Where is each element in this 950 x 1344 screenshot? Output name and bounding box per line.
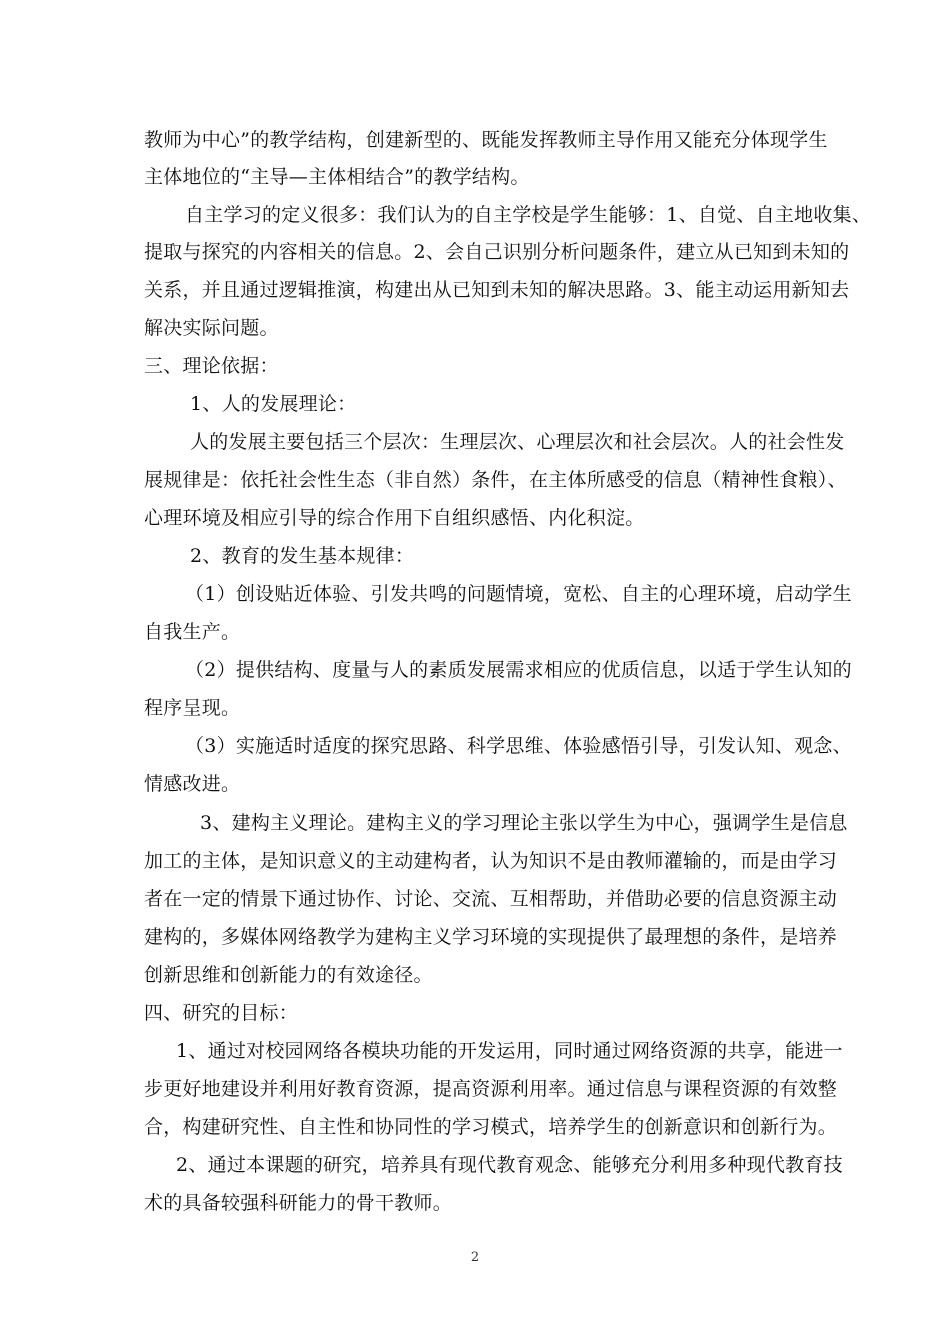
page-number: 2 bbox=[470, 1250, 480, 1265]
list-item-line: 自我生产。 bbox=[144, 621, 241, 643]
list-item-line: （2）提供结构、度量与人的素质发展需求相应的优质信息，以适于学生认知的 bbox=[185, 659, 852, 681]
list-item-line: 程序呈现。 bbox=[144, 697, 241, 719]
paragraph-line: 人的发展主要包括三个层次：生理层次、心理层次和社会层次。人的社会性发 bbox=[190, 431, 845, 453]
paragraph-line: 2、通过本课题的研究，培养具有现代教育观念、能够充分利用多种现代教育技 bbox=[176, 1154, 843, 1176]
paragraph-line: 3、建构主义理论。建构主义的学习理论主张以学生为中心，强调学生是信息 bbox=[200, 812, 848, 834]
paragraph-line: 教师为中心”的教学结构，创建新型的、既能发挥教师主导作用又能充分体现学生 bbox=[144, 129, 828, 151]
list-item-line: （3）实施适时适度的探究思路、科学思维、体验感悟引导，引发认知、观念、 bbox=[185, 735, 852, 757]
paragraph-line: 创新思维和创新能力的有效途径。 bbox=[144, 964, 433, 986]
paragraph-line: 1、通过对校园网络各模块功能的开发运用，同时通过网络资源的共享，能进一 bbox=[176, 1040, 843, 1062]
paragraph-line: 术的具备较强科研能力的骨干教师。 bbox=[144, 1192, 453, 1214]
paragraph-line: 心理环境及相应引导的综合作用下自组织感悟、内化积淀。 bbox=[144, 507, 645, 529]
subsection-heading: 1、人的发展理论： bbox=[190, 393, 357, 415]
list-item-line: 情感改进。 bbox=[144, 773, 241, 795]
paragraph-line: 解决实际问题。 bbox=[144, 317, 279, 339]
paragraph-line: 合，构建研究性、自主性和协同性的学习模式，培养学生的创新意识和创新行为。 bbox=[144, 1116, 838, 1138]
paragraph-line: 展规律是：依托社会性生态（非自然）条件，在主体所感受的信息（精神性食粮）、 bbox=[144, 469, 847, 491]
paragraph-line: 主体地位的“主导—主体相结合”的教学结构。 bbox=[144, 166, 530, 188]
paragraph-line: 建构的，多媒体网络教学为建构主义学习环境的实现提供了最理想的条件，是培养 bbox=[144, 926, 838, 948]
paragraph-line: 步更好地建设并利用好教育资源，提高资源利用率。通过信息与课程资源的有效整 bbox=[144, 1078, 838, 1100]
paragraph-line: 加工的主体，是知识意义的主动建构者，认为知识不是由教师灌输的，而是由学习 bbox=[144, 850, 838, 872]
paragraph-line: 者在一定的情景下通过协作、讨论、交流、互相帮助，并借助必要的信息资源主动 bbox=[144, 888, 838, 910]
paragraph-line: 自主学习的定义很多：我们认为的自主学校是学生能够：1、自觉、自主地收集、 bbox=[185, 204, 872, 226]
section-heading: 三、理论依据： bbox=[144, 355, 279, 377]
paragraph-line: 提取与探究的内容相关的信息。2、会自己识别分析问题条件，建立从已知到未知的 bbox=[144, 241, 850, 263]
subsection-heading: 2、教育的发生基本规律： bbox=[190, 545, 415, 567]
list-item-line: （1）创设贴近体验、引发共鸣的问题情境，宽松、自主的心理环境，启动学生 bbox=[185, 583, 852, 605]
paragraph-line: 关系，并且通过逻辑推演，构建出从已知到未知的解决思路。3、能主动运用新知去 bbox=[144, 279, 850, 301]
section-heading: 四、研究的目标： bbox=[144, 1002, 299, 1024]
